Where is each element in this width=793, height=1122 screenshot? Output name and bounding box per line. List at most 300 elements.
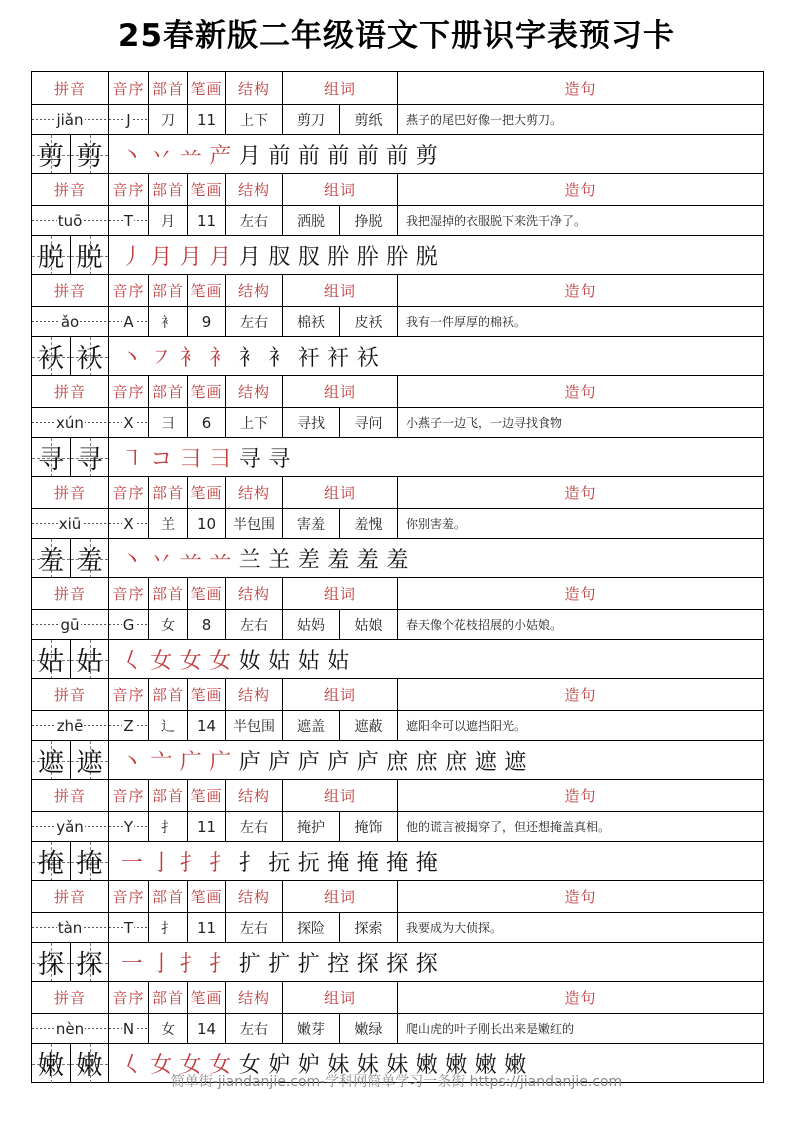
pinyin-value: ǎo	[60, 312, 80, 331]
header-pinyin: 拼音	[53, 686, 86, 704]
stroke-step: 差	[297, 547, 320, 573]
header-jiegou: 结构	[225, 679, 282, 710]
stroke-step: 肞	[268, 244, 291, 270]
data-row	[32, 104, 763, 134]
word-2: 皮袄	[339, 307, 397, 336]
header-zuci: 组词	[282, 679, 397, 710]
header-yinxu: 音序	[108, 275, 148, 306]
stroke-step: 前	[268, 143, 291, 169]
stroke-step: 衦	[297, 345, 320, 371]
pinyin-value: xún	[56, 413, 84, 432]
stroke-step: 彐	[179, 446, 202, 472]
pinyin-cell	[32, 408, 108, 437]
data-row	[32, 609, 763, 639]
stroke-step: 前	[356, 143, 379, 169]
word-2: 嫩绿	[339, 1014, 397, 1043]
sentence-value: 燕子的尾巴好像一把大剪刀。	[397, 105, 763, 134]
stroke-step: 姑	[327, 648, 350, 674]
stroke-step: 一	[120, 850, 143, 876]
yinxu-value: T	[123, 211, 134, 230]
yinxu-value: A	[123, 312, 134, 331]
header-zaoju: 造句	[397, 477, 763, 508]
header-row	[32, 173, 763, 205]
word-2: 寻问	[339, 408, 397, 437]
header-pinyin: 拼音	[53, 484, 86, 502]
stroke-step: 兰	[238, 547, 261, 573]
sentence-value: 你别害羞。	[397, 509, 763, 538]
word-1: 嫩芽	[282, 1014, 339, 1043]
stroke-step: 庶	[386, 749, 409, 775]
header-bushou: 部首	[148, 982, 187, 1013]
stroke-step: 探	[415, 951, 438, 977]
stroke-step: 丶	[120, 547, 143, 573]
tian-grid-char: 嫩	[32, 1044, 70, 1083]
header-zuci: 组词	[282, 578, 397, 609]
tian-grid-char: 遮	[70, 741, 108, 780]
stroke-step: 𦍌	[268, 547, 291, 573]
pinyin-cell	[32, 509, 108, 538]
header-jiegou: 结构	[225, 376, 282, 407]
tian-grid-char: 遮	[32, 741, 70, 780]
stroke-step: 𡿨	[120, 1052, 143, 1078]
stroke-row	[32, 639, 763, 678]
header-jiegou: 结构	[225, 174, 282, 205]
stroke-step: 妒	[297, 1052, 320, 1078]
stroke-step: 扌	[209, 850, 232, 876]
tian-grid-char: 剪	[32, 135, 70, 174]
stroke-order-sequence	[108, 337, 763, 375]
stroke-step: 庐	[297, 749, 320, 775]
character-block	[32, 274, 763, 375]
tian-grid-char: 姑	[70, 640, 108, 679]
header-bihua: 笔画	[187, 275, 225, 306]
tian-grid-char: 探	[32, 943, 70, 982]
stroke-step: 前	[386, 143, 409, 169]
character-block	[32, 577, 763, 678]
header-bihua: 笔画	[187, 881, 225, 912]
word-2: 遮蔽	[339, 711, 397, 740]
jiegou-value: 左右	[225, 610, 282, 639]
tian-grid-char: 羞	[70, 539, 108, 578]
yinxu-cell	[108, 509, 148, 538]
pinyin-cell	[32, 307, 108, 336]
stroke-step: 衦	[327, 345, 350, 371]
stroke-step: 衤	[268, 345, 291, 371]
yinxu-value: T	[123, 918, 134, 937]
stroke-step: 女	[150, 648, 173, 674]
header-yinxu: 音序	[108, 679, 148, 710]
stroke-step: ㇇	[150, 345, 173, 371]
bushou-value: 扌	[148, 812, 187, 841]
stroke-row	[32, 841, 763, 880]
character-block	[32, 678, 763, 779]
yinxu-cell	[108, 408, 148, 437]
stroke-step: 扩	[297, 951, 320, 977]
stroke-step: 庶	[445, 749, 468, 775]
stroke-step: 亅	[150, 850, 173, 876]
stroke-step: 嫩	[504, 1052, 527, 1078]
stroke-step: 女	[209, 1052, 232, 1078]
stroke-step: 扌	[179, 951, 202, 977]
pinyin-value: yǎn	[56, 817, 84, 836]
tian-grid-char: 探	[70, 943, 108, 982]
header-bihua: 笔画	[187, 780, 225, 811]
pinyin-cell	[32, 206, 108, 235]
stroke-order-sequence	[108, 438, 763, 476]
stroke-step: 女	[209, 648, 232, 674]
stroke-step: 肞	[297, 244, 320, 270]
pinyin-value: gū	[60, 615, 80, 634]
bushou-value: 衤	[148, 307, 187, 336]
header-pinyin: 拼音	[53, 989, 86, 1007]
header-zuci: 组词	[282, 275, 397, 306]
stroke-step: 妹	[356, 1052, 379, 1078]
stroke-step: 𡿨	[120, 648, 143, 674]
header-bihua: 笔画	[187, 477, 225, 508]
stroke-order-sequence	[108, 640, 763, 678]
stroke-step: 女	[150, 1052, 173, 1078]
tian-grid-char: 姑	[32, 640, 70, 679]
stroke-step: 抏	[297, 850, 320, 876]
stroke-step: 剪	[415, 143, 438, 169]
header-row	[32, 577, 763, 609]
bushou-value: 𦍌	[148, 509, 187, 538]
stroke-step: 嫩	[445, 1052, 468, 1078]
sentence-value: 爬山虎的叶子刚长出来是嫩红的	[397, 1014, 763, 1043]
header-zaoju: 造句	[397, 275, 763, 306]
stroke-step: 丶	[120, 749, 143, 775]
stroke-step: 䒑	[209, 547, 232, 573]
yinxu-value: N	[122, 1019, 135, 1038]
stroke-step: 月	[179, 244, 202, 270]
header-zuci: 组词	[282, 477, 397, 508]
stroke-step: 姑	[268, 648, 291, 674]
header-jiegou: 结构	[225, 72, 282, 104]
yinxu-cell	[108, 711, 148, 740]
yinxu-cell	[108, 812, 148, 841]
character-block	[32, 173, 763, 274]
stroke-step: 一	[120, 951, 143, 977]
stroke-step: 月	[238, 244, 261, 270]
header-bihua: 笔画	[187, 72, 225, 104]
stroke-step: 扩	[238, 951, 261, 977]
header-jiegou: 结构	[225, 275, 282, 306]
stroke-step: 庶	[415, 749, 438, 775]
header-row	[32, 72, 763, 104]
stroke-step: コ	[150, 446, 173, 472]
stroke-order-sequence	[108, 741, 763, 779]
stroke-step: 庐	[356, 749, 379, 775]
header-jiegou: 结构	[225, 578, 282, 609]
word-1: 遮盖	[282, 711, 339, 740]
stroke-step: 广	[179, 749, 202, 775]
header-yinxu: 音序	[108, 578, 148, 609]
jiegou-value: 左右	[225, 307, 282, 336]
stroke-order-sequence	[108, 539, 763, 577]
header-row	[32, 880, 763, 912]
header-pinyin: 拼音	[53, 79, 86, 98]
pinyin-value: xiū	[58, 514, 82, 533]
word-1: 害羞	[282, 509, 339, 538]
preview-card-table	[31, 71, 764, 1083]
data-row	[32, 912, 763, 942]
header-pinyin: 拼音	[53, 585, 86, 603]
header-row	[32, 678, 763, 710]
stroke-step: 羞	[356, 547, 379, 573]
data-row	[32, 407, 763, 437]
bihua-value: 11	[187, 812, 225, 841]
header-zuci: 组词	[282, 780, 397, 811]
yinxu-cell	[108, 206, 148, 235]
stroke-step: 妒	[268, 1052, 291, 1078]
stroke-step: 丷	[150, 547, 173, 573]
stroke-row	[32, 235, 763, 274]
stroke-step: ㇕	[120, 446, 143, 472]
header-zuci: 组词	[282, 881, 397, 912]
header-bushou: 部首	[148, 174, 187, 205]
bushou-value: 辶	[148, 711, 187, 740]
character-block	[32, 72, 763, 173]
bihua-value: 10	[187, 509, 225, 538]
jiegou-value: 左右	[225, 1014, 282, 1043]
stroke-step: 女	[179, 648, 202, 674]
pinyin-cell	[32, 812, 108, 841]
stroke-step: 衤	[209, 345, 232, 371]
header-jiegou: 结构	[225, 881, 282, 912]
stroke-step: 嫩	[474, 1052, 497, 1078]
header-pinyin: 拼音	[53, 383, 86, 401]
bihua-value: 11	[187, 105, 225, 134]
stroke-step: 前	[327, 143, 350, 169]
header-bushou: 部首	[148, 72, 187, 104]
character-block	[32, 476, 763, 577]
data-row	[32, 508, 763, 538]
pinyin-value: jiǎn	[56, 110, 84, 129]
pinyin-cell	[32, 913, 108, 942]
header-bushou: 部首	[148, 376, 187, 407]
header-zuci: 组词	[282, 72, 397, 104]
stroke-step: 月	[209, 244, 232, 270]
header-bushou: 部首	[148, 477, 187, 508]
header-zaoju: 造句	[397, 578, 763, 609]
stroke-step: 掩	[356, 850, 379, 876]
bushou-value: 彐	[148, 408, 187, 437]
header-bihua: 笔画	[187, 376, 225, 407]
header-pinyin: 拼音	[53, 282, 86, 300]
stroke-step: 衤	[179, 345, 202, 371]
bihua-value: 9	[187, 307, 225, 336]
word-2: 掩饰	[339, 812, 397, 841]
stroke-step: 庐	[327, 749, 350, 775]
yinxu-cell	[108, 1014, 148, 1043]
stroke-step: 扌	[179, 850, 202, 876]
stroke-order-sequence	[108, 135, 763, 173]
header-jiegou: 结构	[225, 982, 282, 1013]
header-yinxu: 音序	[108, 477, 148, 508]
stroke-step: 丿	[120, 244, 143, 270]
stroke-order-sequence	[108, 842, 763, 880]
header-bushou: 部首	[148, 780, 187, 811]
sentence-value: 春天像个花枝招展的小姑娘。	[397, 610, 763, 639]
word-1: 寻找	[282, 408, 339, 437]
header-zuci: 组词	[282, 174, 397, 205]
header-bihua: 笔画	[187, 679, 225, 710]
stroke-step: 抏	[268, 850, 291, 876]
tian-grid-char: 袄	[32, 337, 70, 376]
stroke-step: 控	[327, 951, 350, 977]
bihua-value: 14	[187, 711, 225, 740]
header-jiegou: 结构	[225, 477, 282, 508]
stroke-row	[32, 740, 763, 779]
stroke-step: 寻	[268, 446, 291, 472]
header-row	[32, 375, 763, 407]
stroke-step: 肸	[386, 244, 409, 270]
stroke-step: 庐	[268, 749, 291, 775]
header-yinxu: 音序	[108, 982, 148, 1013]
data-row	[32, 205, 763, 235]
stroke-order-sequence	[108, 236, 763, 274]
stroke-step: 肸	[356, 244, 379, 270]
header-bushou: 部首	[148, 881, 187, 912]
character-block	[32, 375, 763, 476]
stroke-step: 脱	[415, 244, 438, 270]
yinxu-value: X	[123, 413, 134, 432]
stroke-step: 袄	[356, 345, 379, 371]
stroke-step: 羞	[386, 547, 409, 573]
header-zaoju: 造句	[397, 72, 763, 104]
stroke-step: 扌	[238, 850, 261, 876]
stroke-step: 䒑	[179, 547, 202, 573]
header-yinxu: 音序	[108, 881, 148, 912]
yinxu-cell	[108, 307, 148, 336]
sentence-value: 他的谎言被揭穿了，但还想掩盖真相。	[397, 812, 763, 841]
tian-grid-char: 嫩	[70, 1044, 108, 1083]
tian-grid-char: 寻	[32, 438, 70, 477]
jiegou-value: 上下	[225, 408, 282, 437]
stroke-step: 彐	[209, 446, 232, 472]
tian-grid-char: 掩	[32, 842, 70, 881]
stroke-step: 丶	[120, 345, 143, 371]
word-2: 探索	[339, 913, 397, 942]
bushou-value: 扌	[148, 913, 187, 942]
pinyin-cell	[32, 711, 108, 740]
header-yinxu: 音序	[108, 72, 148, 104]
header-yinxu: 音序	[108, 174, 148, 205]
jiegou-value: 半包围	[225, 509, 282, 538]
jiegou-value: 半包围	[225, 711, 282, 740]
stroke-step: 前	[297, 143, 320, 169]
yinxu-cell	[108, 105, 148, 134]
stroke-step: 寻	[238, 446, 261, 472]
header-zaoju: 造句	[397, 780, 763, 811]
word-1: 探险	[282, 913, 339, 942]
word-2: 姑娘	[339, 610, 397, 639]
stroke-order-sequence	[108, 943, 763, 981]
stroke-step: 掩	[415, 850, 438, 876]
header-yinxu: 音序	[108, 376, 148, 407]
bihua-value: 14	[187, 1014, 225, 1043]
jiegou-value: 左右	[225, 913, 282, 942]
stroke-step: 广	[209, 749, 232, 775]
stroke-step: 探	[386, 951, 409, 977]
bushou-value: 女	[148, 1014, 187, 1043]
stroke-step: 䒑	[179, 143, 202, 169]
header-yinxu: 音序	[108, 780, 148, 811]
header-zaoju: 造句	[397, 881, 763, 912]
header-pinyin: 拼音	[53, 181, 86, 199]
sentence-value: 我把湿掉的衣服脱下来洗干净了。	[397, 206, 763, 235]
jiegou-value: 左右	[225, 206, 282, 235]
tian-grid-char: 脱	[70, 236, 108, 275]
pinyin-cell	[32, 1014, 108, 1043]
header-bushou: 部首	[148, 679, 187, 710]
watermark: 简单街-jiandanjie.com-学科网简单学习一条街 https://jiandanjie.com	[170, 1074, 623, 1090]
stroke-step: 掩	[327, 850, 350, 876]
stroke-step: 肸	[327, 244, 350, 270]
bihua-value: 11	[187, 913, 225, 942]
stroke-step: 探	[356, 951, 379, 977]
yinxu-value: X	[123, 514, 134, 533]
stroke-step: 掩	[386, 850, 409, 876]
stroke-step: 扩	[268, 951, 291, 977]
jiegou-value: 上下	[225, 105, 282, 134]
stroke-step: 产	[209, 143, 232, 169]
bihua-value: 8	[187, 610, 225, 639]
pinyin-cell	[32, 610, 108, 639]
word-1: 掩护	[282, 812, 339, 841]
header-zaoju: 造句	[397, 376, 763, 407]
header-row	[32, 274, 763, 306]
word-2: 剪纸	[339, 105, 397, 134]
data-row	[32, 710, 763, 740]
header-bihua: 笔画	[187, 578, 225, 609]
stroke-step: 丶	[120, 143, 143, 169]
stroke-step: 女	[179, 1052, 202, 1078]
word-2: 羞愧	[339, 509, 397, 538]
stroke-step: 丷	[150, 143, 173, 169]
stroke-step: 扌	[209, 951, 232, 977]
word-2: 挣脱	[339, 206, 397, 235]
stroke-row	[32, 134, 763, 173]
sentence-value: 我有一件厚厚的棉袄。	[397, 307, 763, 336]
stroke-step: 羞	[327, 547, 350, 573]
header-bushou: 部首	[148, 275, 187, 306]
data-row	[32, 306, 763, 336]
character-block	[32, 779, 763, 880]
word-1: 剪刀	[282, 105, 339, 134]
yinxu-cell	[108, 610, 148, 639]
word-1: 棉袄	[282, 307, 339, 336]
yinxu-cell	[108, 913, 148, 942]
header-bihua: 笔画	[187, 174, 225, 205]
bushou-value: 女	[148, 610, 187, 639]
header-pinyin: 拼音	[53, 787, 86, 805]
tian-grid-char: 剪	[70, 135, 108, 174]
header-bihua: 笔画	[187, 982, 225, 1013]
header-row	[32, 981, 763, 1013]
pinyin-cell	[32, 105, 108, 134]
page-title: 25春新版二年级语文下册识字表预习卡	[117, 18, 676, 54]
header-pinyin: 拼音	[53, 888, 86, 906]
header-zaoju: 造句	[397, 174, 763, 205]
bushou-value: 刀	[148, 105, 187, 134]
jiegou-value: 左右	[225, 812, 282, 841]
yinxu-value: Z	[123, 716, 134, 735]
stroke-step: 亠	[150, 749, 173, 775]
stroke-step: 奻	[238, 648, 261, 674]
header-zuci: 组词	[282, 982, 397, 1013]
sentence-value: 小燕子一边飞，一边寻找食物	[397, 408, 763, 437]
